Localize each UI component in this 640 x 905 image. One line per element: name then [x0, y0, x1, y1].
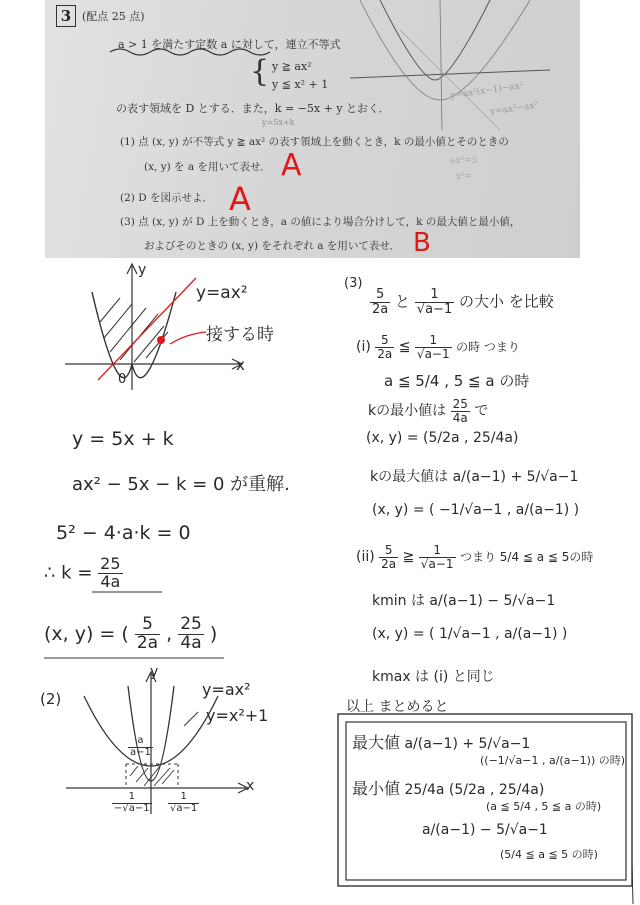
grade-q3: B [413, 228, 431, 258]
case1-min-num: 25 [452, 397, 468, 411]
case1-frac-a: $\frac{5}{2a}$ [377, 333, 393, 361]
box-max-row [352, 730, 530, 753]
point-y-fraction [178, 616, 204, 653]
compare-frac-1: $\frac{5}{2a}$ [372, 287, 389, 317]
case1-frac-b: $\frac{1}{√a-1}$ [416, 333, 450, 361]
box-max-value: a/(a−1) + 5/√a−1 [404, 736, 531, 752]
photo-note-3: ax²=5 [450, 156, 478, 166]
line-equation: y = 5x + k [72, 428, 174, 450]
graph2-tick-x-right [168, 792, 199, 814]
case1-heading: (i) $\frac{5}{2a}$ ≦ $\frac{1}{√a-1}$ の時 つまり [356, 333, 520, 361]
problem-number: 3 [56, 5, 76, 27]
case2-min-label: kmin は [372, 593, 425, 609]
tick-xl-den: −√a−1 [114, 802, 150, 814]
problem-points: (配点 25 点) [82, 10, 145, 23]
graph1-curve-label: y=ax² [196, 283, 248, 303]
tangent-note: 接する時 [206, 325, 274, 345]
question-1-line1: (1) 点 (x, y) が不等式 y ≧ ax² の表す領域上を動くとき，k の最小値とそのときの [120, 136, 509, 148]
graph2-curve2-label: y=x²+1 [206, 706, 269, 725]
discriminant: 5² − 4·a·k = 0 [56, 522, 191, 544]
therefore-k: ∴ k = [44, 562, 93, 584]
case1-min-label: kの最小値は [368, 403, 447, 420]
case2-min-point: (x, y) = ( 1/√a−1 , a/(a−1) ) [372, 626, 568, 642]
graph2-x-axis-label: x [246, 778, 255, 794]
photo-note-1: y=ax²(x−1)−ax² [449, 80, 524, 102]
wavy-underline [110, 46, 310, 60]
tick-xr-num: 1 [168, 792, 199, 804]
graph1-y-axis-label: y [138, 262, 147, 278]
grade-q1: A [281, 148, 302, 183]
region-text: の表す領域を D とする．また，k = −5x + y とおく． [116, 102, 390, 115]
graph2-y-axis-label: y [150, 664, 159, 680]
k-underline [92, 588, 162, 596]
case1-min-den: 4a [452, 410, 468, 425]
pencil-note: y=5x+k [262, 118, 295, 127]
case1-max-line [370, 466, 578, 486]
box-max-label: 最大値 [352, 733, 401, 752]
inequality-1: y ≧ ax² [272, 60, 312, 73]
grade-q2: A [229, 180, 251, 218]
graph1-x-axis-label: x [236, 356, 245, 374]
k-min-fraction [98, 556, 122, 591]
question-3-line2: およびそのときの (x, y) をそれぞれ a を用いて表せ． [144, 240, 401, 252]
graph2-tick-y [128, 736, 153, 758]
case1-max-value: a/(a−1) + 5/√a−1 [452, 469, 579, 485]
box-min-cond-1: (a ≦ 5/4 , 5 ≦ a の時) [486, 800, 602, 813]
inequality-2: y ≦ x² + 1 [272, 78, 329, 91]
graph2-curve1-label: y=ax² [202, 680, 251, 699]
question-1-line2: (x, y) を a を用いて表せ． [144, 161, 271, 173]
case1-max-point: (x, y) = ( −1/√a−1 , a/(a−1) ) [372, 502, 580, 518]
case2-min-line [372, 590, 555, 610]
point-underline [44, 654, 224, 662]
tick-y-den: a−1 [130, 746, 151, 758]
answer3-label: (3) [344, 276, 363, 291]
case2-cond: つまり 5/4 ≦ a ≦ 5の時 [459, 550, 594, 565]
case2-max-line: kmax は (i) と同じ [372, 669, 495, 685]
compare-frac-2: $\frac{1}{√a-1}$ [416, 287, 453, 317]
case2-frac-a: $\frac{5}{2a}$ [381, 543, 397, 571]
problem-intro: a > 1 を満たす定数 a に対して，連立不等式 [118, 38, 341, 51]
system-brace: { [250, 54, 270, 89]
tick-y-num: a [128, 736, 153, 748]
case1-label: (i) [356, 339, 371, 356]
box-min-row [352, 776, 544, 799]
case2-heading: (ii) $\frac{5}{2a}$ ≧ $\frac{1}{√a-1}$ つまり 5/4 ≦ a ≦ 5の時 [356, 543, 594, 571]
photo-note-2: y=ax²−ax² [489, 100, 539, 118]
k-min-den: 4a [100, 571, 121, 591]
photo-note-4: x²= [456, 172, 473, 182]
graph2-tick-x-left [112, 792, 152, 814]
k-min-result [44, 556, 123, 591]
question-3-line1: (3) 点 (x, y) が D 上を動くとき，a の値により場合分けして，k の最大値と最小値， [120, 216, 521, 228]
tangent-arrow [166, 326, 226, 356]
case1-min-point: (x, y) = (5/2a , 25/4a) [366, 430, 519, 446]
compare-line: $\frac{5}{2a}$ と $\frac{1}{√a-1}$ の大小 を比較 [372, 287, 554, 317]
point-y-den: 4a [180, 632, 202, 653]
point-y-num: 25 [180, 614, 202, 634]
case2-min-value: a/(a−1) − 5/√a−1 [429, 593, 556, 609]
box-max-point: ((−1/√a−1 , a/(a−1)) の時) [480, 754, 626, 767]
case1-cond: の時 つまり [456, 340, 520, 355]
case2-label: (ii) [356, 549, 375, 566]
case1-max-label: kの最大値は [370, 469, 449, 485]
case1-range: a ≦ 5/4 , 5 ≦ a の時 [384, 372, 530, 390]
box-min-value-1: 25/4a (5/2a , 25/4a) [404, 782, 545, 798]
k-min-num: 25 [100, 554, 121, 573]
point-x-fraction [135, 616, 160, 653]
min-point: (x, y) = ( $\frac{5}{2a}$ , $\frac{25}{4a}$ ) [44, 614, 218, 653]
tick-xr-den: √a−1 [170, 802, 198, 814]
box-min-cond-2: (5/4 ≦ a ≦ 5 の時) [500, 848, 598, 861]
answer2-label: (2) [40, 690, 62, 708]
point-x-den: 2a [136, 632, 159, 653]
graph1-origin-label: 0 [118, 372, 127, 387]
case2-frac-b: $\frac{1}{√a-1}$ [420, 543, 454, 571]
case1-min-tail: で [474, 403, 489, 420]
box-min-label: 最小値 [352, 779, 401, 798]
point-lhs: (x, y) = ( [44, 622, 129, 645]
tick-xl-num: 1 [112, 792, 152, 804]
point-x-num: 5 [135, 616, 160, 635]
summary-intro: 以上 まとめると [346, 699, 449, 715]
double-root-condition: ax² − 5x − k = 0 が重解. [72, 474, 290, 495]
case1-min-frac [451, 398, 470, 424]
case1-min-line [368, 398, 488, 424]
pencil-sketch [340, 0, 580, 130]
question-2: (2) D を図示せよ． [120, 192, 213, 204]
box-min-value-2: a/(a−1) − 5/√a−1 [422, 822, 548, 838]
